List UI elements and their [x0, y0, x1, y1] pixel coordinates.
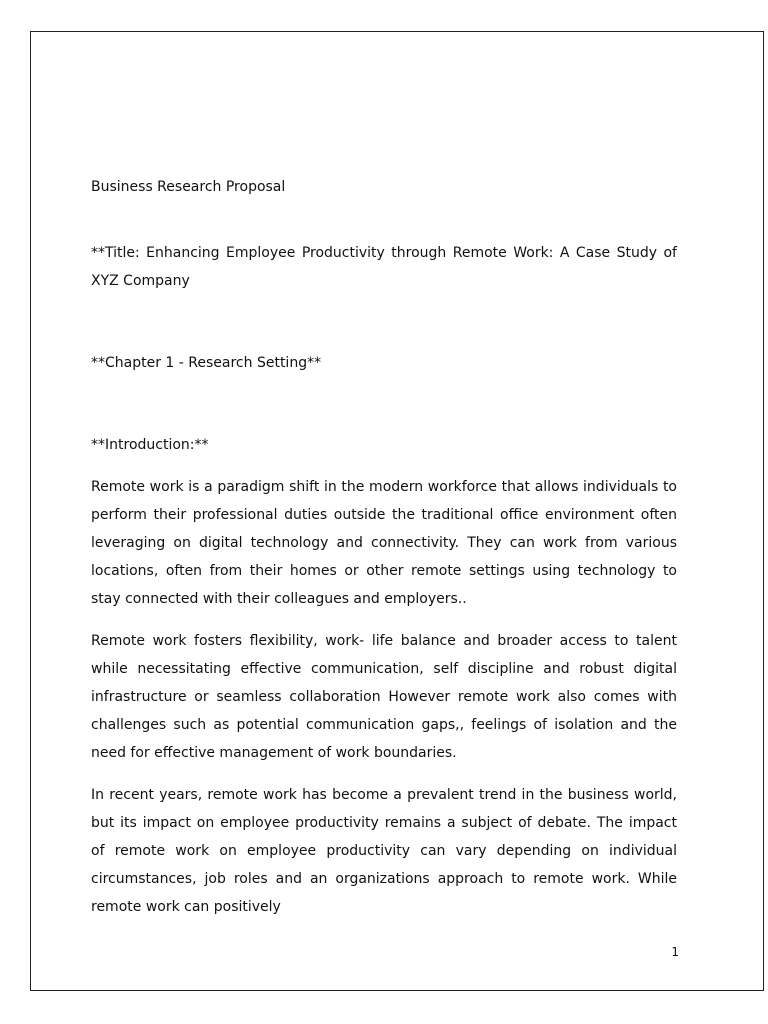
page-number: 1 [671, 945, 679, 959]
section-heading: **Introduction:** [91, 437, 209, 453]
document-title: **Title: Enhancing Employee Productivity through Remote Work: A Case Study of XYZ Company [91, 245, 677, 289]
chapter-heading: **Chapter 1 - Research Setting** [91, 355, 322, 371]
paragraph-3: In recent years, remote work has become a prevalent trend in the business world, but its impact on employee productivity remains a subject of debate. The impact of remote work on employee productivity can vary depending on individual circumstances, job roles and an organizations approach to remote work. While remote work can positively [91, 787, 677, 915]
document-content [91, 173, 677, 921]
document-page [30, 31, 764, 991]
paragraph-2: Remote work fosters flexibility, work- life balance and broader access to talent while necessitating effective communication, self discipline and robust digital infrastructure or seamless collaboration However remote work also comes with challenges such as potential communication gaps,, feelings of isolation and the need for effective management of work boundaries. [91, 633, 677, 761]
paragraph-1: Remote work is a paradigm shift in the modern workforce that allows individuals to perform their professional duties outside the traditional office environment often leveraging on digital technology and connectivity. They can work from various locations, often from their homes or other remote settings using technology to stay connected with their colleagues and employers.. [91, 479, 677, 607]
document-heading: Business Research Proposal [91, 179, 286, 195]
